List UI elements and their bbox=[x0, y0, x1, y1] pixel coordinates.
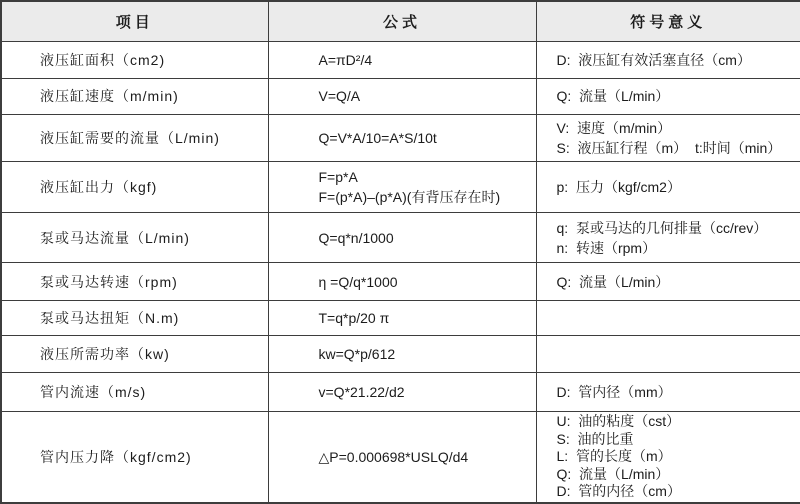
symbol-line: q: 泵或马达的几何排量（cc/rev） bbox=[556, 219, 768, 236]
symbol-line: S: 液压缸行程（m） t:时间（min） bbox=[556, 139, 782, 156]
symbol-line: p: 压力（kgf/cm2） bbox=[556, 179, 681, 196]
formula-line: Q=q*n/1000 bbox=[318, 229, 394, 246]
symbols-cell bbox=[536, 114, 800, 161]
table-row bbox=[1, 213, 800, 263]
formula-line: V=Q/A bbox=[318, 88, 361, 105]
item-cell: 泵或马达转速（rpm) bbox=[1, 263, 268, 300]
table-row bbox=[1, 412, 800, 503]
header-row bbox=[1, 1, 800, 41]
item-cell: 液压缸出力（kgf) bbox=[1, 162, 268, 213]
table-row bbox=[1, 78, 800, 114]
symbol-line: Q: 流量（L/min） bbox=[556, 273, 670, 290]
symbols-cell bbox=[536, 41, 800, 78]
header-symbols: 符号意义 bbox=[536, 1, 800, 41]
symbol-line: D: 管内径（mm） bbox=[556, 383, 672, 400]
symbol-line: S: 油的比重 bbox=[556, 430, 634, 447]
table-row bbox=[1, 114, 800, 161]
table-row bbox=[1, 263, 800, 300]
symbols-cell bbox=[536, 335, 800, 372]
formula-cell bbox=[268, 335, 536, 372]
formula-line: △P=0.000698*USLQ/d4 bbox=[318, 449, 469, 466]
formula-line: kw=Q*p/612 bbox=[318, 345, 396, 362]
symbol-line: U: 油的粘度（cst） bbox=[556, 413, 681, 430]
symbol-line: D: 液压缸有效活塞直径（cm） bbox=[556, 51, 751, 68]
symbol-line: Q: 流量（L/min） bbox=[556, 88, 670, 105]
formula-line: A=πD²/4 bbox=[318, 51, 373, 68]
formula-cell bbox=[268, 41, 536, 78]
symbol-line: L: 管的长度（m） bbox=[556, 448, 672, 465]
formula-line: F=(p*A)–(p*A)(有背压存在时) bbox=[318, 189, 501, 206]
symbols-cell bbox=[536, 300, 800, 335]
item-cell: 液压缸速度（m/min) bbox=[1, 78, 268, 114]
symbol-line: Q: 流量（L/min） bbox=[556, 465, 670, 482]
symbols-cell bbox=[536, 412, 800, 503]
formula-line: F=p*A bbox=[318, 169, 358, 186]
table-row bbox=[1, 162, 800, 213]
formula-line: v=Q*21.22/d2 bbox=[318, 383, 405, 400]
symbol-line: V: 速度（m/min） bbox=[556, 119, 672, 136]
formula-line: Q=V*A/10=A*S/10t bbox=[318, 129, 437, 146]
formula-cell bbox=[268, 412, 536, 503]
table-row bbox=[1, 372, 800, 411]
item-cell: 液压缸需要的流量（L/min) bbox=[1, 114, 268, 161]
item-cell: 液压缸面积（cm2) bbox=[1, 41, 268, 78]
formula-line: η =Q/q*1000 bbox=[318, 273, 398, 290]
item-cell: 液压所需功率（kw) bbox=[1, 335, 268, 372]
table-row bbox=[1, 41, 800, 78]
table-row bbox=[1, 300, 800, 335]
header-formula: 公式 bbox=[268, 1, 536, 41]
header-item: 项目 bbox=[1, 1, 268, 41]
formula-cell bbox=[268, 263, 536, 300]
item-cell: 管内流速（m/s) bbox=[1, 372, 268, 411]
item-cell: 泵或马达扭矩（N.m) bbox=[1, 300, 268, 335]
item-cell: 管内压力降（kgf/cm2) bbox=[1, 412, 268, 503]
symbols-cell bbox=[536, 372, 800, 411]
symbols-cell bbox=[536, 78, 800, 114]
table-row bbox=[1, 335, 800, 372]
symbol-line: n: 转速（rpm） bbox=[556, 239, 657, 256]
formula-cell bbox=[268, 114, 536, 161]
formula-cell bbox=[268, 300, 536, 335]
symbols-cell bbox=[536, 213, 800, 263]
symbols-cell bbox=[536, 263, 800, 300]
formula-cell bbox=[268, 162, 536, 213]
item-cell: 泵或马达流量（L/min) bbox=[1, 213, 268, 263]
formula-cell bbox=[268, 372, 536, 411]
symbols-cell bbox=[536, 162, 800, 213]
formula-cell bbox=[268, 213, 536, 263]
symbol-line: D: 管的内径（cm） bbox=[556, 483, 681, 500]
formula-line: T=q*p/20 π bbox=[318, 309, 390, 326]
formula-cell bbox=[268, 78, 536, 114]
